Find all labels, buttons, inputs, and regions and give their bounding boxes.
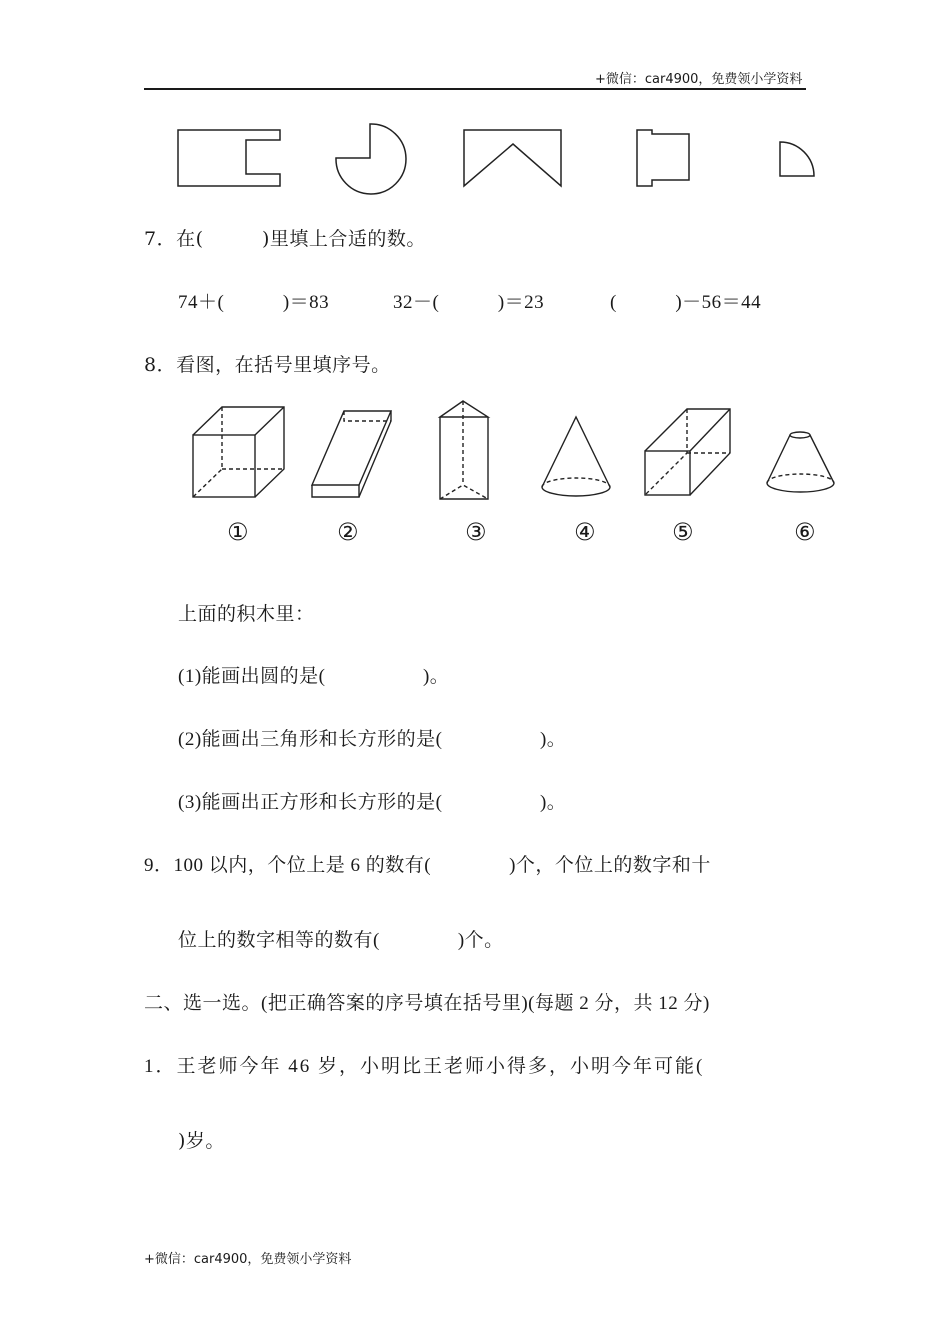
solid-flat-cuboid [312, 411, 391, 497]
q8-sub-3: (3)能画出正方形和长方形的是( )。 [178, 792, 567, 813]
solid-label-4: ④ [574, 518, 596, 546]
q7-item-1: 74＋( )＝83 [178, 292, 330, 313]
solid-label-2: ② [337, 518, 359, 546]
q7-stem: 7．在( )里填上合适的数。 [144, 228, 426, 250]
footer-note: +微信：car4900，免费领小学资料 [144, 1252, 352, 1267]
q9-line-1: 9．100 以内，个位上是 6 的数有( )个，个位上的数字和十 [144, 855, 711, 876]
q8-sub-1: (1)能画出圆的是( )。 [178, 666, 450, 687]
solid-cube [193, 407, 284, 497]
shape-quarter-circle [780, 142, 814, 176]
header-rule [144, 88, 806, 90]
solid-cuboid [645, 409, 730, 495]
header-note: +微信：car4900，免费领小学资料 [595, 72, 803, 87]
q8-intro: 上面的积木里： [178, 603, 315, 625]
shape-three-quarter-circle [336, 124, 406, 194]
solid-triangular-prism [440, 401, 488, 499]
top-shapes-row [0, 120, 950, 200]
q7-item-2: 32－( )＝23 [393, 292, 545, 313]
q8-stem: 8．看图，在括号里填序号。 [144, 354, 391, 376]
solid-label-3: ③ [465, 518, 487, 546]
section2-q1-line-1: 1．王老师今年 46 岁，小明比王老师小得多，小明今年可能( [144, 1056, 705, 1077]
q8-sub-2: (2)能画出三角形和长方形的是( )。 [178, 729, 567, 750]
solid-cone [542, 417, 610, 496]
solid-label-5: ⑤ [672, 518, 694, 546]
shape-rect-vcut [464, 130, 561, 186]
solids-figure [0, 395, 950, 515]
q9-line-2: 位上的数字相等的数有( )个。 [178, 930, 504, 951]
q7-item-3: ( )－56＝44 [610, 292, 762, 313]
solid-label-6: ⑥ [794, 518, 816, 546]
solid-frustum [767, 432, 834, 492]
section2-q1-line-2: )岁。 [178, 1130, 225, 1152]
section2-title: 二、选一选。(把正确答案的序号填在括号里)(每题 2 分，共 12 分) [144, 993, 710, 1014]
shape-rect-tab [637, 130, 689, 186]
shape-rect-notch [178, 130, 280, 186]
solid-label-1: ① [227, 518, 249, 546]
